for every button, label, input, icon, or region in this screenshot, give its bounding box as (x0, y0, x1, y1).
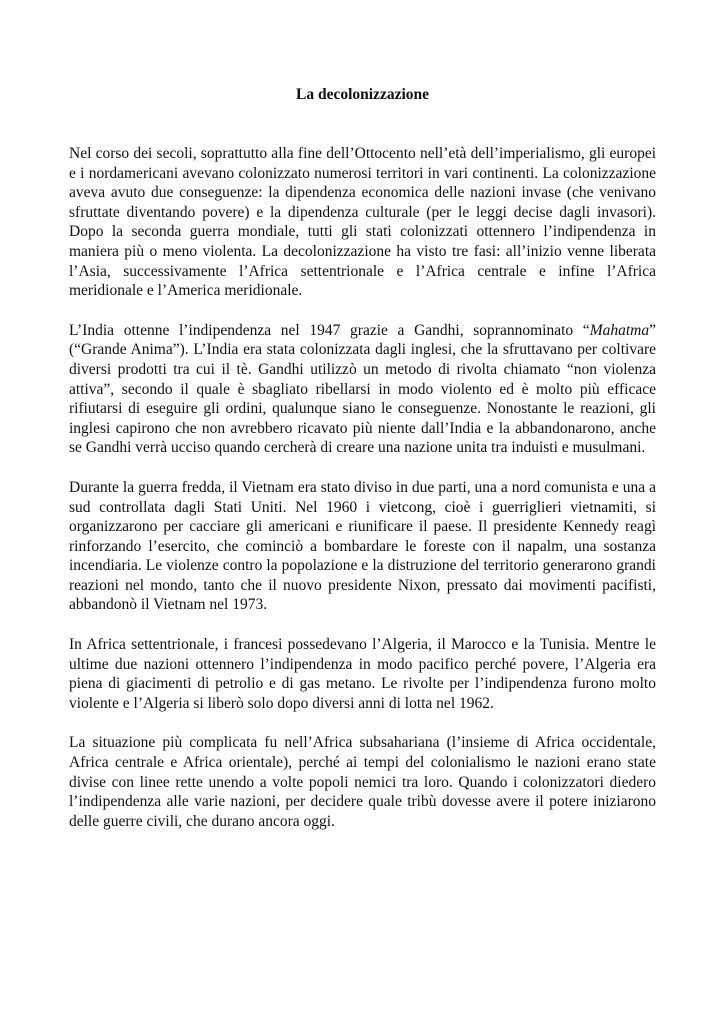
paragraph-subsaharan-africa: La situazione più complicata fu nell’Africa subsahariana (l’insieme di Africa occidentale, Africa centrale e Africa orientale), perché ai tempi del colonialismo le nazioni erano state divise con linee rette unendo a volte popoli nemici tra loro. Quando i colonizzatori diedero l’indipendenza alle varie nazioni, per decidere quale tribù dovesse avere il potere iniziarono delle guerre civili, che durano ancora oggi. (69, 734, 656, 830)
paragraph-vietnam: Durante la guerra fredda, il Vietnam era stato diviso in due parti, una a nord comunista e una a sud controllata dagli Stati Uniti. Nel 1960 i vietcong, cioè i guerriglieri vietnamiti, si organizzarono per cacciare gli americani e riunificare il paese. Il presidente Kennedy reagì rinforzando l’esercito, che cominciò a bombardare le foreste con il napalm, una sostanza incendiaria. Le violenze contro la popolazione e la distruzione del territorio generarono grandi reazioni nel mondo, tanto che il nuovo presidente Nixon, pressato dai movimenti pacifisti, abbandonò il Vietnam nel 1973. (69, 478, 656, 614)
document-page (69, 85, 656, 851)
mahatma-term: Mahatma (589, 321, 650, 339)
paragraph-india-before: L’India ottenne l’indipendenza nel 1947 grazie a Gandhi, soprannominato “ (69, 321, 590, 339)
paragraph-colonization: Nel corso dei secoli, soprattutto alla fine dell’Ottocento nell’età dell’imperialismo, gli europei e i nordamericani avevano colonizzato numerosi territori in vari continenti. La colonizzazione aveva avuto due conseguenze: la dipendenza economica delle nazioni invase (che venivano sfruttate diventando povere) e la dipendenza culturale (per le leggi decise dagli invasori). Dopo la seconda guerra mondiale, tutti gli stati colonizzati ottennero l’indipendenza in maniera più o meno violenta. La decolonizzazione ha visto tre fasi: all’inizio venne liberata l’Asia, successivamente l’Africa settentrionale e l’Africa centrale e infine l’Africa meridionale e l’America meridionale. (69, 145, 656, 300)
document-title: La decolonizzazione (295, 86, 430, 103)
paragraph-north-africa: In Africa settentrionale, i francesi possedevano l’Algeria, il Marocco e la Tunisia. Mentre le ultime due nazioni ottennero l’indipendenza in modo pacifico perché povere, l’Algeria era piena di giacimenti di petrolio e di gas metano. Le rivolte per l’indipendenza furono molto violente e l’Algeria si liberò solo dopo diversi anni di lotta nel 1962. (69, 636, 656, 712)
paragraph-india (69, 321, 656, 458)
paragraph-india-after: ” (“Grande Anima”). L’India era stata colonizzata dagli inglesi, che la sfruttavano per coltivare diversi prodotti tra cui il tè. Gandhi utilizzò un metodo di rivolta chiamato “non violenza attiva”, secondo il quale è sbagliato ribellarsi in modo violento ed è molto più efficace rifiutarsi di eseguire gli ordini, qualunque siano le conseguenze. Nonostante le reazioni, gli inglesi capirono che non avrebbero ricavato più niente dall’India e la abbandonarono, anche se Gandhi verrà ucciso quando cercherà di creare una nazione unita tra induisti e musulmani. (69, 321, 656, 457)
